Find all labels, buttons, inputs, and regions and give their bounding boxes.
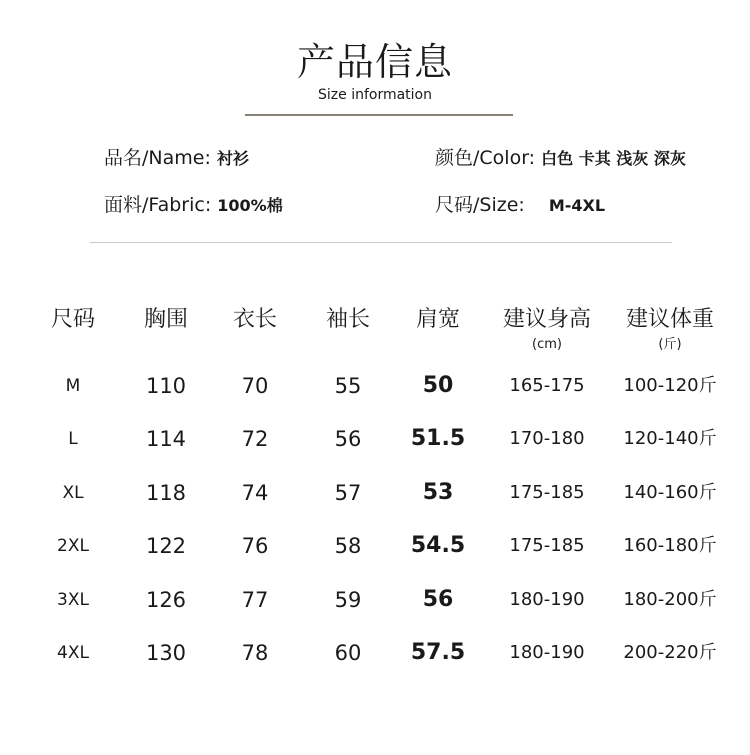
info-size-value: M-4XL bbox=[548, 196, 606, 215]
table-cell: 122 bbox=[145, 534, 187, 558]
column-header: 胸围 bbox=[143, 307, 189, 332]
info-fabric bbox=[104, 193, 283, 218]
info-name bbox=[104, 146, 249, 171]
table-cell: 110 bbox=[145, 374, 187, 398]
table-cell: 51.5 bbox=[410, 426, 466, 451]
table-cell: 4XL bbox=[57, 643, 89, 663]
page-subtitle: Size information bbox=[318, 87, 432, 103]
column-header: 肩宽 bbox=[415, 307, 461, 332]
info-name-value: 衬衫 bbox=[216, 149, 249, 168]
column-unit: (斤) bbox=[658, 337, 682, 352]
column-header: 尺码 bbox=[50, 307, 96, 332]
table-cell: 3XL bbox=[57, 590, 89, 610]
table-cell: 74 bbox=[241, 481, 269, 505]
table-cell: 72 bbox=[241, 427, 269, 451]
table-cell: 180-200斤 bbox=[623, 589, 717, 610]
table-cell: 53 bbox=[422, 480, 454, 505]
column-header: 衣长 bbox=[232, 307, 278, 332]
table-cell: 175-185 bbox=[509, 535, 585, 556]
table-cell: XL bbox=[62, 483, 84, 503]
table-cell: 54.5 bbox=[410, 533, 466, 558]
table-cell: 200-220斤 bbox=[623, 642, 717, 663]
table-cell: 55 bbox=[334, 374, 362, 398]
table-cell: L bbox=[68, 429, 78, 449]
info-color-label: 颜色/Color: bbox=[435, 147, 536, 169]
table-cell: 78 bbox=[241, 641, 269, 665]
table-cell: 126 bbox=[145, 588, 187, 612]
column-header: 袖长 bbox=[325, 307, 371, 332]
table-cell: M bbox=[65, 376, 81, 396]
table-cell: 175-185 bbox=[509, 482, 585, 503]
table-cell: 100-120斤 bbox=[623, 375, 717, 396]
info-color-value: 白色 卡其 浅灰 深灰 bbox=[541, 149, 686, 168]
table-cell: 76 bbox=[241, 534, 269, 558]
info-fabric-value: 100%棉 bbox=[217, 196, 283, 215]
page-title: 产品信息 bbox=[296, 40, 453, 84]
table-cell: 58 bbox=[334, 534, 362, 558]
column-header: 建议身高 bbox=[502, 307, 592, 332]
table-cell: 180-190 bbox=[509, 642, 585, 663]
table-cell: 50 bbox=[422, 373, 454, 398]
table-cell: 160-180斤 bbox=[623, 535, 717, 556]
table-cell: 165-175 bbox=[509, 375, 585, 396]
info-name-label: 品名/Name: bbox=[104, 147, 211, 169]
table-cell: 118 bbox=[145, 481, 187, 505]
table-cell: 180-190 bbox=[509, 589, 585, 610]
table-cell: 57 bbox=[334, 481, 362, 505]
table-cell: 2XL bbox=[57, 536, 89, 556]
info-size-label: 尺码/Size: bbox=[435, 194, 525, 216]
table-cell: 60 bbox=[334, 641, 362, 665]
column-header: 建议体重 bbox=[625, 307, 715, 332]
table-cell: 56 bbox=[334, 427, 362, 451]
info-size bbox=[435, 193, 605, 218]
table-cell: 56 bbox=[422, 587, 454, 612]
section-divider bbox=[90, 242, 672, 243]
table-cell: 70 bbox=[241, 374, 269, 398]
info-color bbox=[435, 146, 686, 171]
table-cell: 120-140斤 bbox=[623, 428, 717, 449]
table-cell: 114 bbox=[145, 427, 187, 451]
info-fabric-label: 面料/Fabric: bbox=[104, 194, 212, 216]
column-unit: (cm) bbox=[532, 337, 562, 352]
table-cell: 140-160斤 bbox=[623, 482, 717, 503]
table-cell: 130 bbox=[145, 641, 187, 665]
table-cell: 57.5 bbox=[410, 640, 466, 665]
title-divider bbox=[245, 114, 513, 116]
table-cell: 170-180 bbox=[509, 428, 585, 449]
table-cell: 59 bbox=[334, 588, 362, 612]
table-cell: 77 bbox=[241, 588, 269, 612]
